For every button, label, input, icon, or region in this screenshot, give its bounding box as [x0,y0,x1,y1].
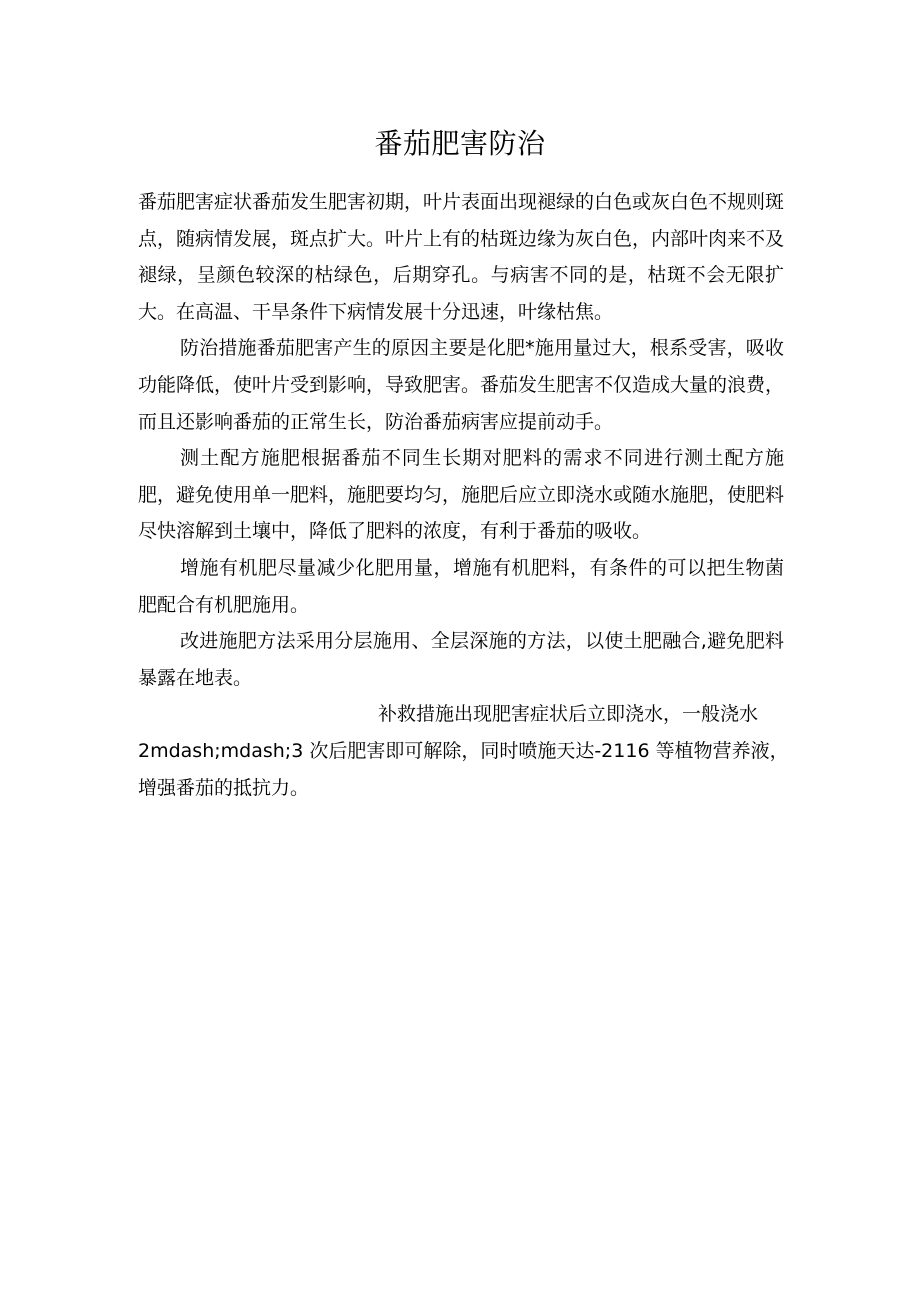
remedial-line-3: 增强番茄的抵抗力。 [138,776,310,799]
paragraph-organic-fertilizer: 增施有机肥尽量减少化肥用量，增施有机肥料，有条件的可以把生物菌肥配合有机肥施用。 [138,556,784,616]
paragraph-prevention-measures: 防治措施番茄肥害产生的原因主要是化肥*施用量过大，根系受害，吸收功能降低，使叶片受到影响，导致肥害。番茄发生肥害不仅造成大量的浪费，而且还影响番茄的正常生长，防治番茄病害应提前动手。 [138,337,785,433]
remedial-line-2: 2mdash;mdash;3 次后肥害即可解除，同时喷施天达-2116 等植物营养液， [138,739,789,762]
remedial-line-1: 补救措施出现肥害症状后立即浇水，一般浇水 [378,703,759,726]
paragraph-symptoms: 番茄肥害症状番茄发生肥害初期，叶片表面出现褪绿的白色或灰白色不规则斑点，随病情发展，斑点扩大。叶片上有的枯斑边缘为灰白色，内部叶肉来不及褪绿，呈颜色较深的枯绿色，后期穿孔。与病害不同的是，枯斑不会无限扩大。在高温、干旱条件下病情发展十分迅速，叶缘枯焦。 [138,191,785,323]
document-body [138,184,789,806]
paragraph-remedial-measures [138,696,789,806]
paragraph-improve-method: 改进施肥方法采用分层施用、全层深施的方法，以使土肥融合,避免肥料暴露在地表。 [138,630,784,689]
paragraph-soil-testing-fertilization: 测土配方施肥根据番茄不同生长期对肥料的需求不同进行测土配方施肥，避免使用单一肥料，施肥要均匀，施肥后应立即浇水或随水施肥，使肥料尽快溶解到土壤中，降低了肥料的浓度，有利于番茄的吸收。 [138,447,785,543]
document-title: 番茄肥害防治 [374,127,546,160]
